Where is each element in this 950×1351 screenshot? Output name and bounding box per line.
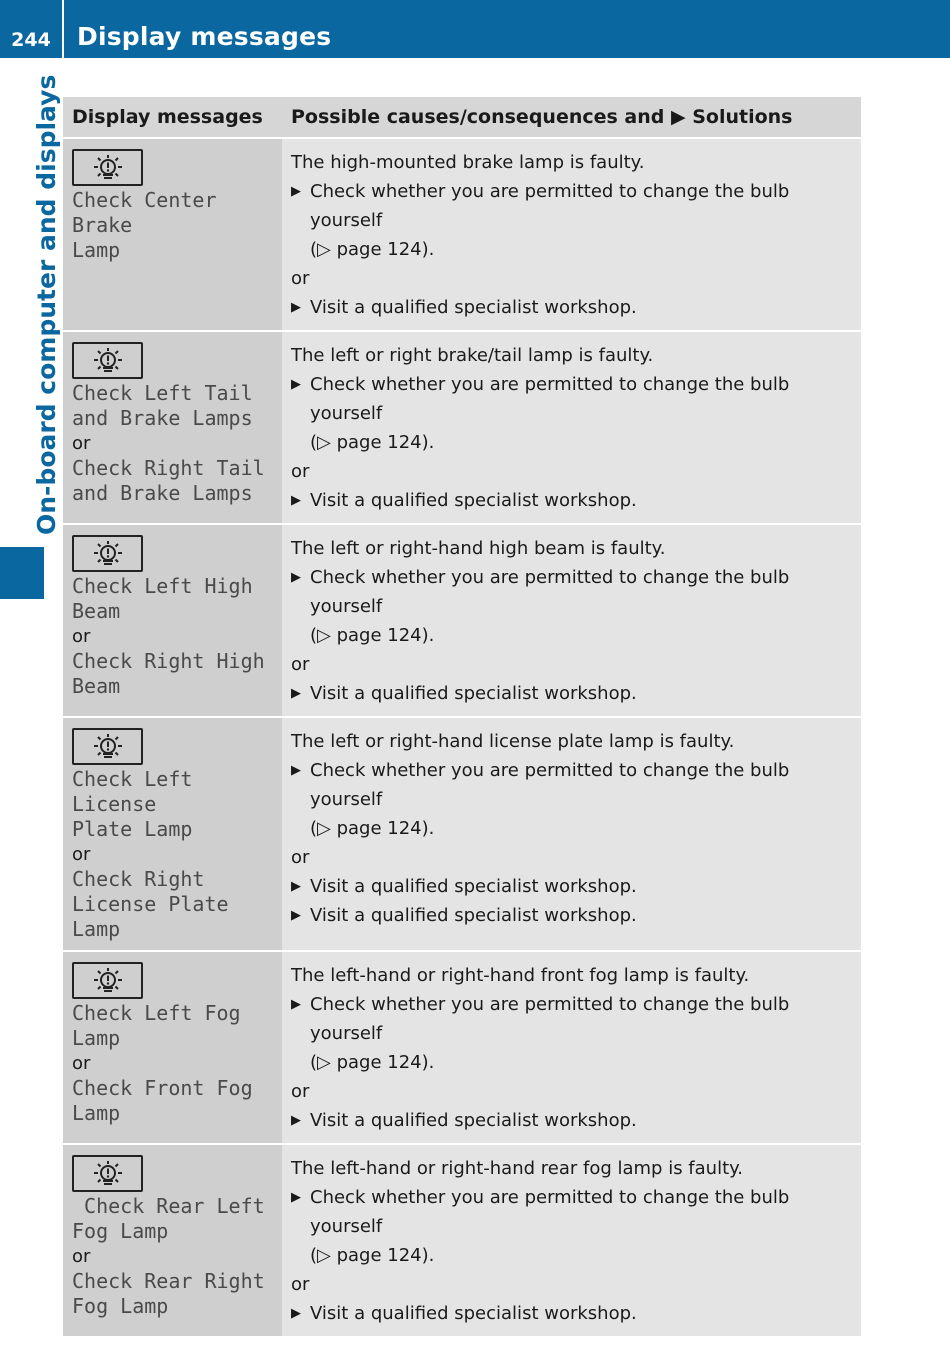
step-text — [310, 563, 852, 650]
bulb-warning-icon — [72, 535, 143, 572]
cause-text: The left-hand or right-hand rear fog lamp is faulty. — [291, 1158, 743, 1179]
display-message-text: Check Center Brake Lamp — [72, 188, 217, 262]
visit-workshop-text: Visit a qualified specialist workshop. — [310, 876, 637, 897]
step-text — [310, 177, 852, 264]
table-row — [63, 331, 861, 524]
solution-step — [291, 756, 852, 843]
table-row — [63, 524, 861, 717]
step-arrow-icon: ▶ — [291, 686, 301, 701]
step-arrow-icon: ▶ — [291, 879, 301, 894]
solution-cell — [282, 524, 861, 717]
step-text — [310, 1183, 852, 1270]
step-arrow-icon: ▶ — [291, 1113, 301, 1128]
solution-step — [291, 990, 852, 1077]
solution-step — [291, 872, 852, 901]
display-message-cell — [63, 138, 282, 331]
page-reference: (▷ page 124). — [310, 1052, 435, 1073]
cause-text: The high-mounted brake lamp is faulty. — [291, 152, 645, 173]
display-message-text: Check Left License Plate Lamp — [72, 767, 193, 841]
display-message-cell — [63, 331, 282, 524]
table-header-row — [63, 97, 861, 138]
page-number: 244 — [11, 29, 51, 51]
or-separator: or — [291, 461, 310, 482]
step-arrow-icon: ▶ — [291, 493, 301, 508]
display-message-text: Check Front Fog Lamp — [72, 1076, 253, 1125]
step-arrow-icon: ▶ — [291, 997, 301, 1012]
or-separator: or — [291, 268, 310, 289]
display-message-cell — [63, 1144, 282, 1337]
step-text — [310, 756, 852, 843]
display-message-cell — [63, 524, 282, 717]
page-reference: (▷ page 124). — [310, 625, 435, 646]
solution-step — [291, 563, 852, 650]
check-bulb-text: Check whether you are permitted to change the bulb yourself — [310, 374, 790, 424]
solution-cell — [282, 717, 861, 951]
bulb-warning-icon — [72, 962, 143, 999]
visit-workshop-text: Visit a qualified specialist workshop. — [310, 297, 637, 318]
display-message-text: Check Rear Right Fog Lamp — [72, 1269, 265, 1318]
bulb-warning-icon — [72, 728, 143, 765]
page-reference: (▷ page 124). — [310, 1245, 435, 1266]
solution-step — [291, 293, 852, 322]
step-text — [310, 990, 852, 1077]
or-separator: or — [72, 844, 91, 865]
visit-workshop-text: Visit a qualified specialist workshop. — [310, 683, 637, 704]
cause-text: The left-hand or right-hand front fog lamp is faulty. — [291, 965, 750, 986]
solution-step — [291, 679, 852, 708]
or-separator: or — [291, 1274, 310, 1295]
or-separator: or — [72, 433, 91, 454]
header-divider — [62, 0, 64, 58]
solution-step — [291, 1106, 852, 1135]
or-separator: or — [291, 654, 310, 675]
display-message-text: Check Left High Beam — [72, 574, 253, 623]
or-separator: or — [72, 1053, 91, 1074]
display-message-cell — [63, 717, 282, 951]
solution-cell — [282, 138, 861, 331]
step-arrow-icon: ▶ — [291, 570, 301, 585]
display-message-text: Check Right High Beam — [72, 649, 265, 698]
display-message-text: Check Right Tail and Brake Lamps — [72, 456, 265, 505]
visit-workshop-text: Visit a qualified specialist workshop. — [310, 490, 637, 511]
solution-step — [291, 486, 852, 515]
display-messages-table — [63, 97, 861, 1338]
check-bulb-text: Check whether you are permitted to change the bulb yourself — [310, 1187, 790, 1237]
display-message-cell — [63, 951, 282, 1144]
step-arrow-icon: ▶ — [291, 377, 301, 392]
step-text — [310, 370, 852, 457]
side-tab-marker — [0, 547, 44, 599]
step-arrow-icon: ▶ — [291, 184, 301, 199]
step-arrow-icon: ▶ — [291, 1306, 301, 1321]
step-arrow-icon: ▶ — [291, 908, 301, 923]
solution-step — [291, 370, 852, 457]
table-row — [63, 951, 861, 1144]
table-row — [63, 1144, 861, 1337]
solution-step — [291, 901, 852, 930]
column-header-display-messages: Display messages — [63, 97, 282, 138]
or-separator: or — [72, 1246, 91, 1267]
page-reference: (▷ page 124). — [310, 432, 435, 453]
step-arrow-icon: ▶ — [291, 763, 301, 778]
solution-step — [291, 1183, 852, 1270]
or-separator: or — [291, 1081, 310, 1102]
step-arrow-icon: ▶ — [291, 300, 301, 315]
step-arrow-icon: ▶ — [291, 1190, 301, 1205]
solution-cell — [282, 331, 861, 524]
column-header-causes-solutions: Possible causes/consequences and ▶ Solutions — [282, 97, 861, 138]
solution-step — [291, 177, 852, 264]
display-message-text: Check Left Tail and Brake Lamps — [72, 381, 253, 430]
visit-workshop-text: Visit a qualified specialist workshop. — [310, 905, 637, 926]
check-bulb-text: Check whether you are permitted to change the bulb yourself — [310, 760, 790, 810]
page-header — [0, 0, 950, 58]
visit-workshop-text: Visit a qualified specialist workshop. — [310, 1303, 637, 1324]
visit-workshop-text: Visit a qualified specialist workshop. — [310, 1110, 637, 1131]
bulb-warning-icon — [72, 342, 143, 379]
solution-step — [291, 1299, 852, 1328]
display-message-text: Check Left Fog Lamp — [72, 1001, 253, 1050]
bulb-warning-icon — [72, 149, 143, 186]
table-row — [63, 717, 861, 951]
check-bulb-text: Check whether you are permitted to change the bulb yourself — [310, 994, 790, 1044]
solution-cell — [282, 951, 861, 1144]
side-tab-label: On-board computer and displays — [32, 74, 61, 535]
table-row — [63, 138, 861, 331]
bulb-warning-icon — [72, 1155, 143, 1192]
cause-text: The left or right-hand license plate lamp is faulty. — [291, 731, 735, 752]
display-message-text: Check Right License Plate Lamp — [72, 867, 229, 941]
or-separator: or — [72, 626, 91, 647]
cause-text: The left or right-hand high beam is faulty. — [291, 538, 666, 559]
page-title: Display messages — [77, 22, 332, 51]
page-reference: (▷ page 124). — [310, 818, 435, 839]
display-message-text: Check Rear Left Fog Lamp — [72, 1194, 265, 1243]
check-bulb-text: Check whether you are permitted to change the bulb yourself — [310, 567, 790, 617]
page-reference: (▷ page 124). — [310, 239, 435, 260]
check-bulb-text: Check whether you are permitted to change the bulb yourself — [310, 181, 790, 231]
solution-cell — [282, 1144, 861, 1337]
cause-text: The left or right brake/tail lamp is faulty. — [291, 345, 654, 366]
or-separator: or — [291, 847, 310, 868]
